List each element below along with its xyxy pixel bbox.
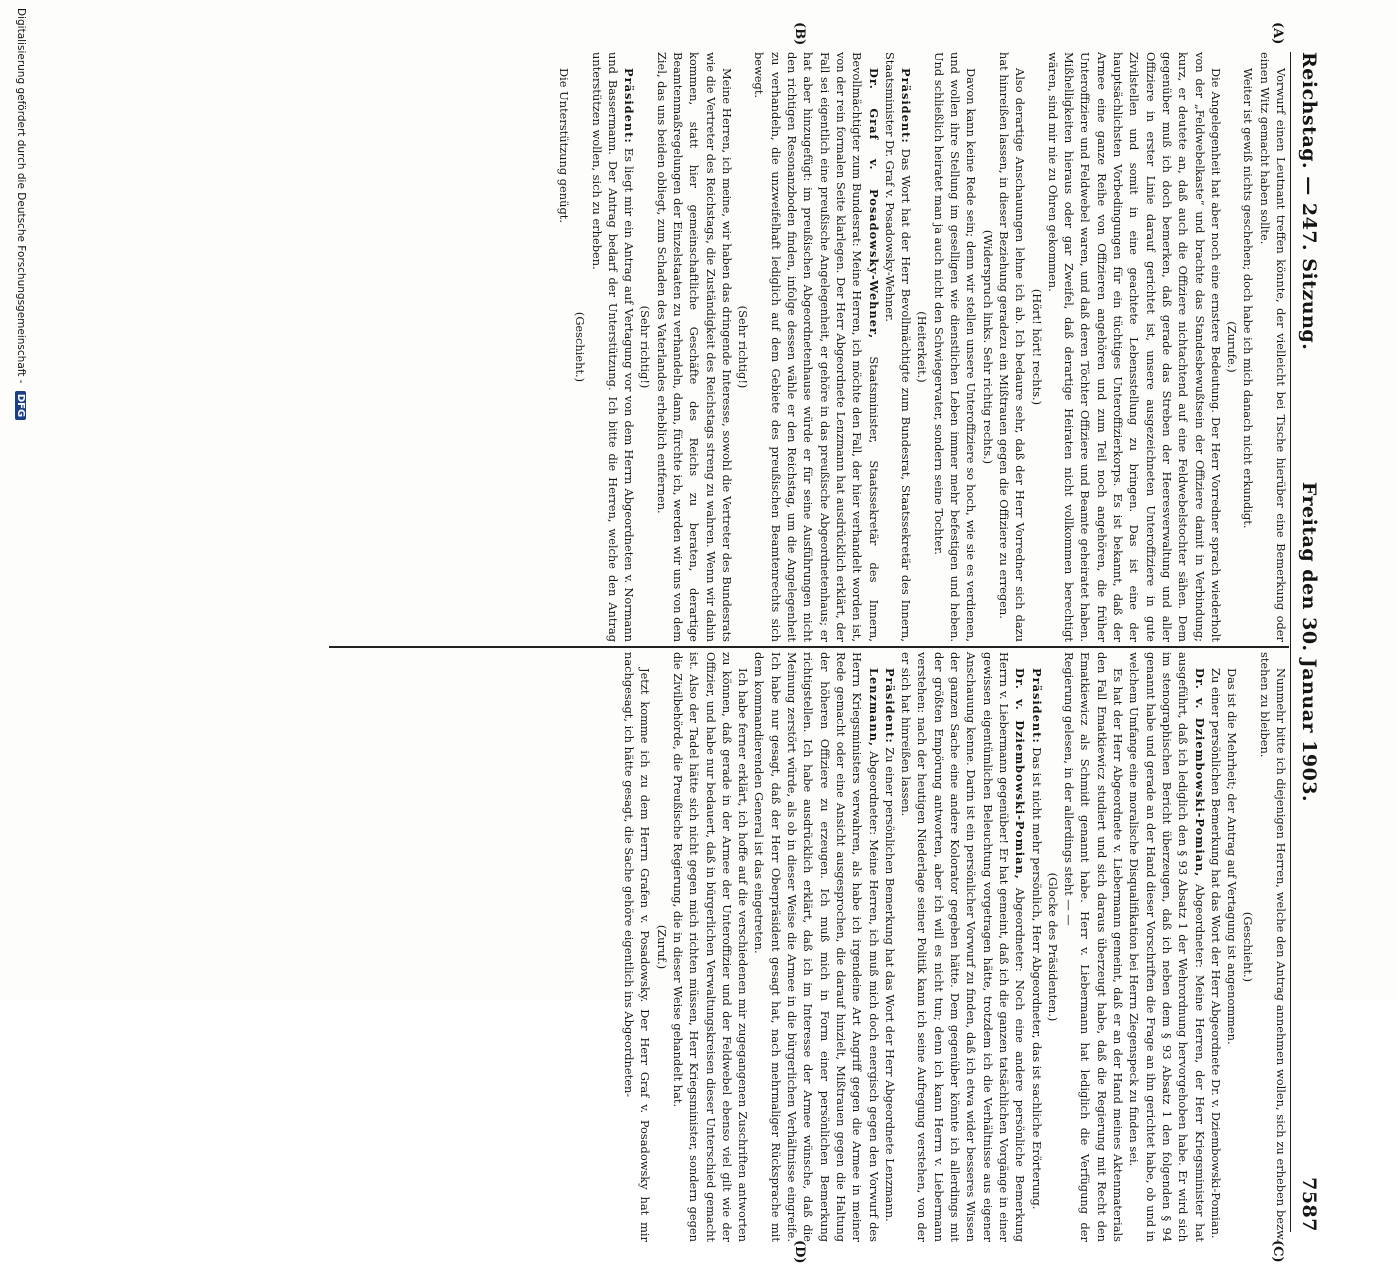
speaker-name: Dr. Graf v. Posadowsky-Wehner,	[866, 68, 881, 340]
paragraph	[1045, 52, 1224, 642]
footer-text: Digitalisierung gefördert durch die Deutsche Forschungsgemeinschaft -	[15, 8, 27, 384]
stage-direction	[1045, 652, 1061, 1242]
paragraph	[670, 652, 751, 1242]
paragraph	[1256, 652, 1289, 1242]
left-column	[329, 52, 1289, 642]
paragraph-text: Abgeordneter: Noch eine andere persönliche Bemerkung Herrn v. Liebermann gegenüber! Er hat gemeint, daß ich die ganzen tatsächlichen Vorgänge in einer gewissen eigentümlichen Beleuchtung vorgetragen hätte, trotzdem ich die Verhältnisse aus eigener Anschauung kenne. Darin ist ein persönlicher Vorwurf zu finden, daß ich etwa wider besseres Wissen der ganzen Sache eine andere Kolorator gegeben hätte. Dem gegenüber könnte ich allerdings mit der größten Empörung antworten, aber ich will es nicht tun; denn ich kann Herrn v. Liebermann verstehen: nach der heutigen Niederlage seiner Politik kann ich seine Aufregung verstehen, von der er sich hat hinreißen lassen.	[899, 652, 1028, 1242]
paragraph	[882, 52, 915, 642]
paragraph-text: (Zuruf.)	[654, 924, 669, 970]
speaker-name: Lenzmann,	[866, 668, 881, 747]
speaker-name: Dr. v. Dziembowski-Pomian,	[1192, 668, 1207, 878]
paragraph	[1061, 652, 1126, 1242]
speaker-name: Präsident:	[622, 68, 637, 144]
paragraph-text: (Hört! hört! rechts.)	[1029, 288, 1044, 406]
right-column	[329, 642, 1289, 1242]
paragraph-text: (Geschieht.)	[573, 311, 588, 383]
paragraph	[1256, 52, 1289, 642]
page-number: 7587	[1298, 1177, 1320, 1232]
paragraph	[556, 52, 572, 642]
paragraph	[930, 52, 979, 642]
paragraph-text: (Sehr richtig!)	[736, 305, 751, 389]
paragraph	[898, 652, 1028, 1242]
paragraph	[1028, 652, 1044, 1242]
paragraph-text: Nunmehr bitte ich diejenigen Herren, welche den Antrag annehmen wollen, sich zu erheben bezw. stehen zu bleiben.	[1257, 652, 1288, 1242]
stage-direction	[572, 52, 588, 642]
header-date: Freitag den 30. Januar 1903.	[1298, 481, 1320, 803]
paragraph-text: (Heiterkeit.)	[915, 311, 930, 383]
paragraph-text: Es liegt mir ein Antrag auf Vertagung vor von dem Herrn Abgeordneten v. Normann und Bassermann. Der Antrag bedarf der Unterstützung. Ich bitte die Herren, welche den Antrag unterstützen wollen, sich zu erheben.	[589, 52, 637, 642]
paragraph-text: (Zurufe.)	[1225, 321, 1240, 373]
paragraph-text: Es hat der Herr Abgeordnete v. Liebermann gemeint, daß er an der Hand meines Aktenmaterials den Fall Ematkiewicz studiert und sich daraus überzeugt habe, daß die Regierung mit Recht den Ematkiewicz als Schmidt genannt habe. Herr v. Liebermann hat lediglich die Verfügung der Regierung gelesen, in der allerdings steht — —	[1062, 652, 1126, 1242]
paragraph	[1126, 652, 1207, 1242]
paragraph-text: (Geschieht.)	[1241, 911, 1256, 983]
header-left: Reichstag. — 247. Sitzung.	[1298, 52, 1320, 351]
paragraph-text: (Glocke des Präsidenten.)	[1045, 872, 1060, 1022]
paragraph-text: Ich habe ferner erklärt, ich hoffe auf die verschiedenen mir zugegangenen Zuschriften antworten zu können, daß gerade in der Armee der Unteroffizier und der Feldwebel ebenso viel gilt wie der Offizier, und habe nur bedauert, daß in bürgerlichen Verwaltungskreisen dieser Unterschied gemacht ist. Also der Tadel hätte sich nicht gegen mich richten müssen, Herr Kriegsminister, sondern gegen die Zivilbehörde, die Preußische Regierung, die in dieser Weise gehandelt hat.	[671, 652, 751, 1242]
paragraph	[751, 652, 881, 1242]
margin-mark-a: (A)	[1270, 22, 1285, 45]
paragraph	[1240, 52, 1256, 642]
paragraph-text: (Sehr richtig!)	[638, 305, 653, 389]
page-header	[1290, 52, 1325, 1232]
paragraph-text: Abgeordneter: Meine Herren, ich muß mich doch energisch gegen den Vorwurf des Herrn Kriegsministers verwahren, als habe ich irgendeine Art Angriff gegen die Armee in meiner Rede gemacht oder eine Ansicht ausgesprochen, die darauf hinzielt, Mißtrauen gegen die Haltung der höheren Offiziere zu erzeugen. Ich muß mich in Form einer persönlichen Bemerkung richtigstellen. Ich habe ausdrücklich erklärt, daß ich im Interesse der Armee wünsche, daß die Meinung zerstört würde, als ob in dieser Weise die Armee in die bürgerlichen Verhältnisse eingreife. Ich habe nur gesagt, daß der Herr Oberpräsident gesagt hat, nach mehrmaliger Rücksprache mit dem kommandierenden General ist das eingetreten.	[752, 652, 881, 1242]
stage-direction	[914, 52, 930, 642]
paragraph-text: Das ist nicht mehr persönlich, Herr Abgeordneter, das ist sachliche Erörterung.	[1029, 743, 1044, 1210]
paragraph-text: Das ist die Mehrheit; der Antrag auf Vertagung ist angenommen.	[1225, 668, 1240, 1045]
stage-direction	[735, 52, 751, 642]
digitization-footer	[7, 0, 27, 1008]
stage-direction	[1240, 652, 1256, 1242]
speaker-name: Präsident:	[899, 68, 914, 144]
paragraph-text: Zu einer persönlichen Bemerkung hat das Wort der Herr Abgeordnete Dr. v. Dziembowski-Pomian.	[1208, 668, 1223, 1239]
stage-direction	[1028, 52, 1044, 642]
stage-direction	[1224, 52, 1240, 642]
paragraph-text: Das Wort hat der Herr Bevollmächtigte zum Bundesrat, Staatssekretär des Innern, Staatsminister Dr. Graf v. Posadowsky-Wehner.	[882, 52, 914, 642]
paragraph-text: Weiter ist gewiß nichts geschehen; doch habe ich mich danach nicht erkundigt.	[1241, 68, 1256, 529]
paragraph-text: Davon kann keine Rede sein; denn wir stellen unsere Unteroffiziere so hoch, wie sie es verdienen, und wollen ihre Stellung im geselligen wie dienstlichen Leben immer mehr befestigen und heben. Und schließlich heiratet man ja auch nicht den Schwiegervater, sondern seine Tochter.	[931, 52, 979, 642]
paragraph-text: Die Angelegenheit hat aber noch eine ernstere Bedeutung. Der Herr Vorredner sprach wiederholt von der „Feldwebelkaste“ und brachte das Standesbewußtsein der Offiziere damit in Verbindung; kurz, er deutete an, daß auch die Offiziere nichtachtend auf eine Feldwebelstochter sähen. Dem gegenüber muß ich doch bemerken, daß gerade das Streben der Heeresverwaltung und aller Offiziere in erster Linie darauf gerichtet ist, unsere ausgezeichneten Unteroffiziere in gute Zivilstellen und somit in eine geachtete Lebensstellung zu bringen. Das ist eine der hauptsächlichsten Vorbedingungen für ein tüchtiges Unteroffizierkorps. Es ist bekannt, daß der Armee eine ganze Reihe von Offizieren angehören und zum Teil noch angehören, die früher Unteroffiziere und Feldwebel waren, und daß deren Töchter Offiziere und Beamte geheiratet haben. Mißhelligkeiten hieraus oder gar Zweifel, daß derartige Heiraten nicht vollkommen berechtigt wären, sind mir nie zu Ohren gekommen.	[1045, 52, 1223, 642]
paragraph	[1224, 652, 1240, 1242]
paragraph-text: Staatsminister, Staatssekretär des Innern, Bevollmächtigter zum Bundesrat: Meine Herren, ich möchte den Fall, der hier verhandelt worden ist, von der rein formalen Seite klarlegen. Der Herr Abgeordnete Lenzmann hat ausdrücklich erklärt, der Fall sei eigentlich eine preußische Angelegenheit, er gehöre in das preußische Abgeordnetenhaus; er hat aber hinzugefügt: im preußischen Abgeordnetenhause würde er für seine Ausführungen nicht den richtigen Resonanzboden finden, infolge dessen wähle er den Reichstag, um die Angelegenheit zu verhandeln, die unzweifelhaft lediglich auf dem Gebiete des preußischen Beamtenrechts sich bewegt.	[752, 52, 881, 642]
stage-direction	[637, 52, 653, 642]
margin-mark-d: (D)	[792, 1240, 807, 1264]
speaker-name: Dr. v. Dziembowski-Pomian,	[1013, 668, 1028, 880]
paragraph-text: Meine Herren, ich meine, wir haben das dringende Interesse, sowohl die Vertreter des Bundesrats wie die Vertreter des Reichstags, die Zuständigkeit des Reichstags streng zu wahren. Wenn wir dahin kommen, statt hier gemeinschaftliche Geschäfte des Reichs zu beraten, derartige Beamtenmaßregelungen der Einzelstaaten zu verhandeln, dann, fürchte ich, werden wir uns von dem Ziel, das uns beiden obliegt, zum Schaden des Vaterlandes erheblich entfernen.	[654, 52, 734, 642]
paragraph-text: Abgeordneter: Meine Herren, der Herr Kriegsminister hat ausgeführt, daß ich lediglich den § 93 Absatz 1 der Wehrordnung hervorgehoben habe. Er wird sich im stenographischen Bericht überzeugen, daß ich neben dem § 93 Absatz 1 den folgenden § 94 genannt habe und gerade an der Hand dieser Vorschriften die Frage an ihn gerichtet habe, ob und in welchem Umfange eine moralische Disqualifikation bei Herrn Ziegenspeck zu finden sei.	[1127, 652, 1207, 1242]
speaker-name: Präsident:	[882, 668, 897, 744]
paragraph-text: Vorwurf einen Leutnant treffen könnte, der vielleicht bei Tische hierüber eine Bemerkung oder einen Witz gemacht haben sollte.	[1257, 52, 1288, 642]
dfg-logo: DFG	[15, 391, 26, 420]
paragraph-text: (Widerspruch links. Sehr richtig rechts.)	[980, 229, 995, 465]
paragraph-text: Also derartige Anschauungen lehne ich ab. Ich bedaure sehr, daß der Herr Vorredner sich dazu hat hinreißen lassen, in dieser Beziehung geradezu ein Mißtrauen gegen die Offiziere zu erregen.	[996, 52, 1028, 642]
paragraph	[621, 652, 654, 1242]
speaker-name: Präsident:	[1029, 668, 1044, 744]
paragraph	[996, 52, 1029, 642]
paragraph	[1208, 652, 1224, 1242]
stage-direction	[979, 52, 995, 642]
paragraph-text: Jetzt komme ich zu dem Herrn Grafen v. Posadowsky. Der Herr Graf v. Posadowsky hat mir nachgesagt, ich hätte gesagt, die Sache gehöre eigentlich ins Abgeordneten-	[622, 652, 653, 1242]
paragraph	[588, 52, 637, 642]
paragraph-text: Zu einer persönlichen Bemerkung hat das Wort der Herr Abgeordnete Lenzmann.	[882, 743, 897, 1222]
paragraph	[653, 52, 734, 642]
stage-direction	[653, 652, 669, 1242]
margin-mark-c: (C)	[1270, 1240, 1285, 1263]
paragraph	[882, 652, 898, 1242]
paragraph	[751, 52, 881, 642]
paragraph-text: Die Unterstützung genügt.	[556, 68, 571, 223]
margin-mark-b: (B)	[792, 22, 807, 46]
